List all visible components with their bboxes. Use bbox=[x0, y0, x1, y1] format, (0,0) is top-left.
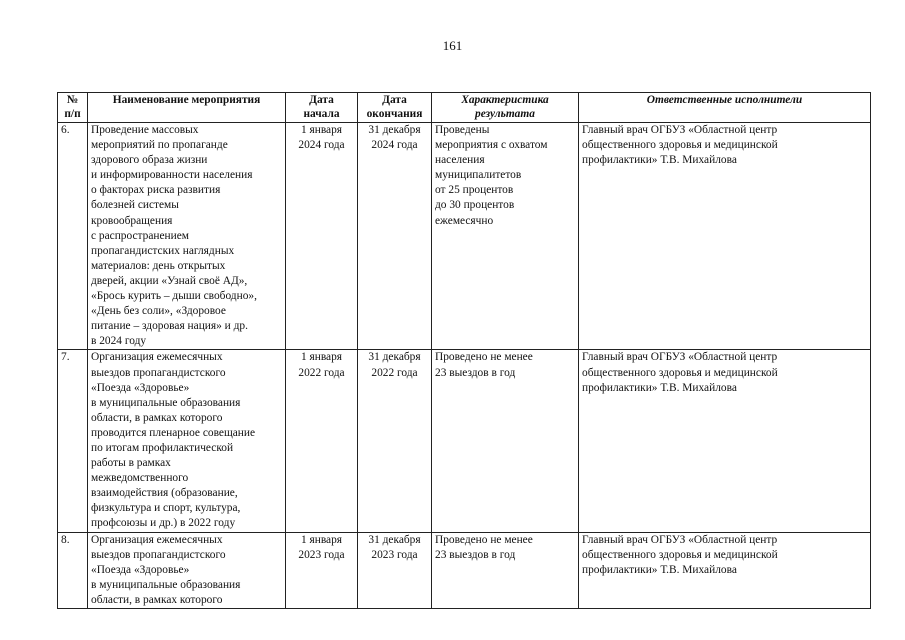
activity-name: Организация ежемесячных выездов пропагандистского «Поезда «Здоровье» в муниципальные образования области, в рамках которого проводится пленарное совещание по итогам профилактической работы в рамках межведомственного взаимодействия (образование, физкультура и спорт, культура, профсоюзы и др.) в 2022 году bbox=[88, 350, 286, 532]
end-date: 31 декабря 2022 года bbox=[358, 350, 432, 532]
table-row bbox=[58, 123, 871, 350]
responsible-person: Главный врач ОГБУЗ «Областной центр общественного здоровья и медицинской профилактики» Т.В. Михайлова bbox=[579, 123, 871, 350]
activity-name: Организация ежемесячных выездов пропагандистского «Поезда «Здоровье» в муниципальные образования области, в рамках которого bbox=[88, 532, 286, 608]
end-date: 31 декабря 2023 года bbox=[358, 532, 432, 608]
responsible-person: Главный врач ОГБУЗ «Областной центр общественного здоровья и медицинской профилактики» Т.В. Михайлова bbox=[579, 532, 871, 608]
table-header-row bbox=[58, 93, 871, 123]
header-start-date: Дата начала bbox=[286, 93, 358, 123]
header-result: Характеристика результата bbox=[432, 93, 579, 123]
result-description: Проведено не менее 23 выездов в год bbox=[432, 532, 579, 608]
row-number: 8. bbox=[58, 532, 88, 608]
responsible-person: Главный врач ОГБУЗ «Областной центр общественного здоровья и медицинской профилактики» Т.В. Михайлова bbox=[579, 350, 871, 532]
start-date: 1 января 2024 года bbox=[286, 123, 358, 350]
result-description: Проведено не менее 23 выездов в год bbox=[432, 350, 579, 532]
page-number: 161 bbox=[442, 38, 463, 53]
result-description: Проведены мероприятия с охватом населения муниципалитетов от 25 процентов до 30 процентов ежемесячно bbox=[432, 123, 579, 350]
header-end-date: Дата окончания bbox=[358, 93, 432, 123]
row-number: 7. bbox=[58, 350, 88, 532]
table-row bbox=[58, 532, 871, 608]
end-date: 31 декабря 2024 года bbox=[358, 123, 432, 350]
header-responsible: Ответственные исполнители bbox=[579, 93, 871, 123]
header-number: № п/п bbox=[58, 93, 88, 123]
start-date: 1 января 2022 года bbox=[286, 350, 358, 532]
activity-name: Проведение массовых мероприятий по пропаганде здорового образа жизни и информированности населения о факторах риска развития болезней системы кровообращения с распространением пропагандистских наглядных материалов: день открытых дверей, акции «Узнай своё АД», «Брось курить – дыши свободно», «День без соли», «Здоровое питание – здоровая нация» и др. в 2024 году bbox=[88, 123, 286, 350]
table-row bbox=[58, 350, 871, 532]
row-number: 6. bbox=[58, 123, 88, 350]
header-activity-name: Наименование мероприятия bbox=[88, 93, 286, 123]
start-date: 1 января 2023 года bbox=[286, 532, 358, 608]
activities-table bbox=[57, 92, 871, 609]
